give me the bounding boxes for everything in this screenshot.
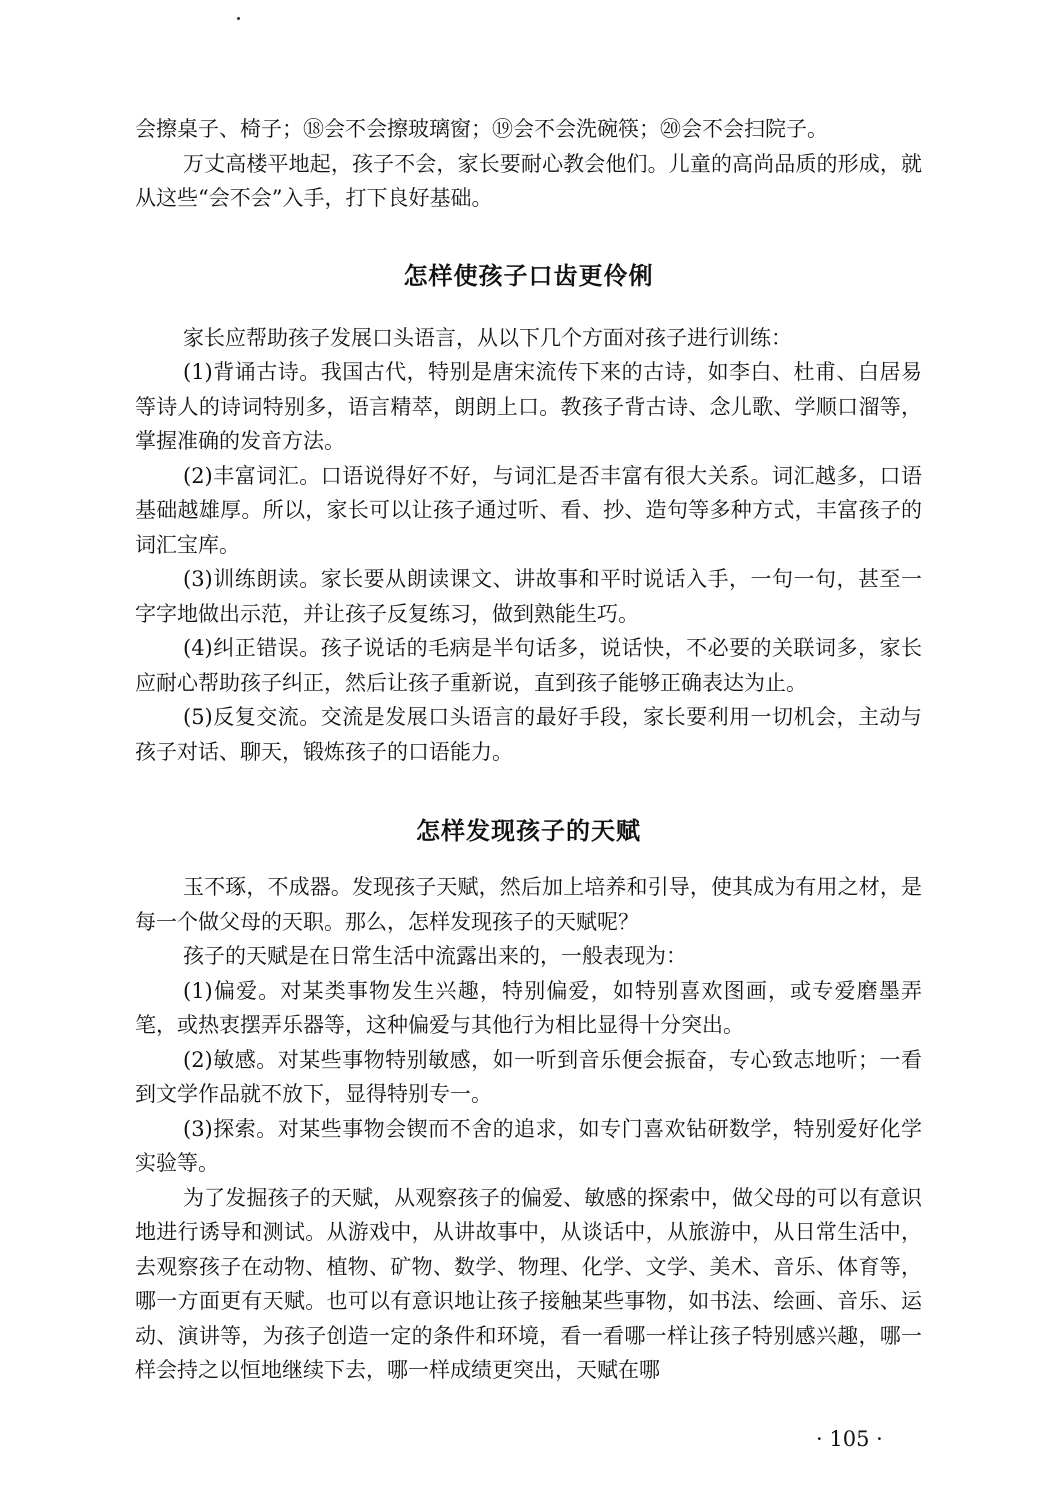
paragraph: (3)训练朗读。家长要从朗读课文、讲故事和平时说话入手，一句一句，甚至一字字地做出示范，并让孩子反复练习，做到熟能生巧。 [135, 567, 922, 626]
paragraph: (4)纠正错误。孩子说话的毛病是半句话多，说话快，不必要的关联词多，家长应耐心帮助孩子纠正，然后让孩子重新说，直到孩子能够正确表达为止。 [135, 636, 922, 695]
paragraph: (1)偏爱。对某类事物发生兴趣，特别偏爱，如特别喜欢图画，或专爱磨墨弄笔，或热衷摆弄乐器等，这种偏爱与其他行为相比显得十分突出。 [135, 978, 922, 1037]
section-title: 怎样发现孩子的天赋 [416, 817, 641, 845]
paragraph: (3)探索。对某些事物会锲而不舍的追求，如专门喜欢钻研数学，特别爱好化学实验等。 [135, 1116, 922, 1175]
page-number: · 105 · [816, 1427, 883, 1451]
paragraph: 会擦桌子、椅子；⑱会不会擦玻璃窗；⑲会不会洗碗筷；⑳会不会扫院子。 [135, 117, 828, 141]
paragraph: (2)敏感。对某些事物特别敏感，如一听到音乐便会振奋，专心致志地听；一看到文学作品就不放下，显得特别专一。 [135, 1047, 922, 1106]
paragraph: 玉不琢，不成器。发现孩子天赋，然后加上培养和引导，使其成为有用之材，是每一个做父母的天职。那么，怎样发现孩子的天赋呢？ [135, 875, 922, 934]
paragraph: (2)丰富词汇。口语说得好不好，与词汇是否丰富有很大关系。词汇越多，口语基础越雄厚。所以，家长可以让孩子通过听、看、抄、造句等多种方式，丰富孩子的词汇宝库。 [135, 463, 922, 557]
page-body [135, 112, 922, 1388]
paragraph: (5)反复交流。交流是发展口头语言的最好手段，家长要利用一切机会，主动与孩子对话、聊天，锻炼孩子的口语能力。 [135, 705, 922, 764]
scan-speck [237, 17, 240, 20]
paragraph: 万丈高楼平地起，孩子不会，家长要耐心教会他们。儿童的高尚品质的形成，就从这些“会不会”入手，打下良好基础。 [135, 151, 922, 210]
paragraph: (1)背诵古诗。我国古代，特别是唐宋流传下来的古诗，如李白、杜甫、白居易等诗人的诗词特别多，语言精萃，朗朗上口。教孩子背古诗、念儿歌、学顺口溜等，掌握准确的发音方法。 [135, 360, 922, 453]
paragraph: 孩子的天赋是在日常生活中流露出来的，一般表现为： [183, 944, 687, 968]
paragraph: 为了发掘孩子的天赋，从观察孩子的偏爱、敏感的探索中，做父母的可以有意识地进行诱导和测试。从游戏中，从讲故事中，从谈话中，从旅游中，从日常生活中，去观察孩子在动物、植物、矿物、数学、物理、化学、文学、美术、音乐、体育等，哪一方面更有天赋。也可以有意识地让孩子接触某些事物，如书法、绘画、音乐、运动、演讲等，为孩子创造一定的条件和环境，看一看哪一样让孩子特别感兴趣，哪一样会持之以恒地继续下去，哪一样成绩更突出，天赋在哪 [135, 1185, 922, 1382]
section-title: 怎样使孩子口齿更伶俐 [403, 261, 654, 290]
paragraph: 家长应帮助孩子发展口头语言，从以下几个方面对孩子进行训练： [183, 325, 792, 350]
